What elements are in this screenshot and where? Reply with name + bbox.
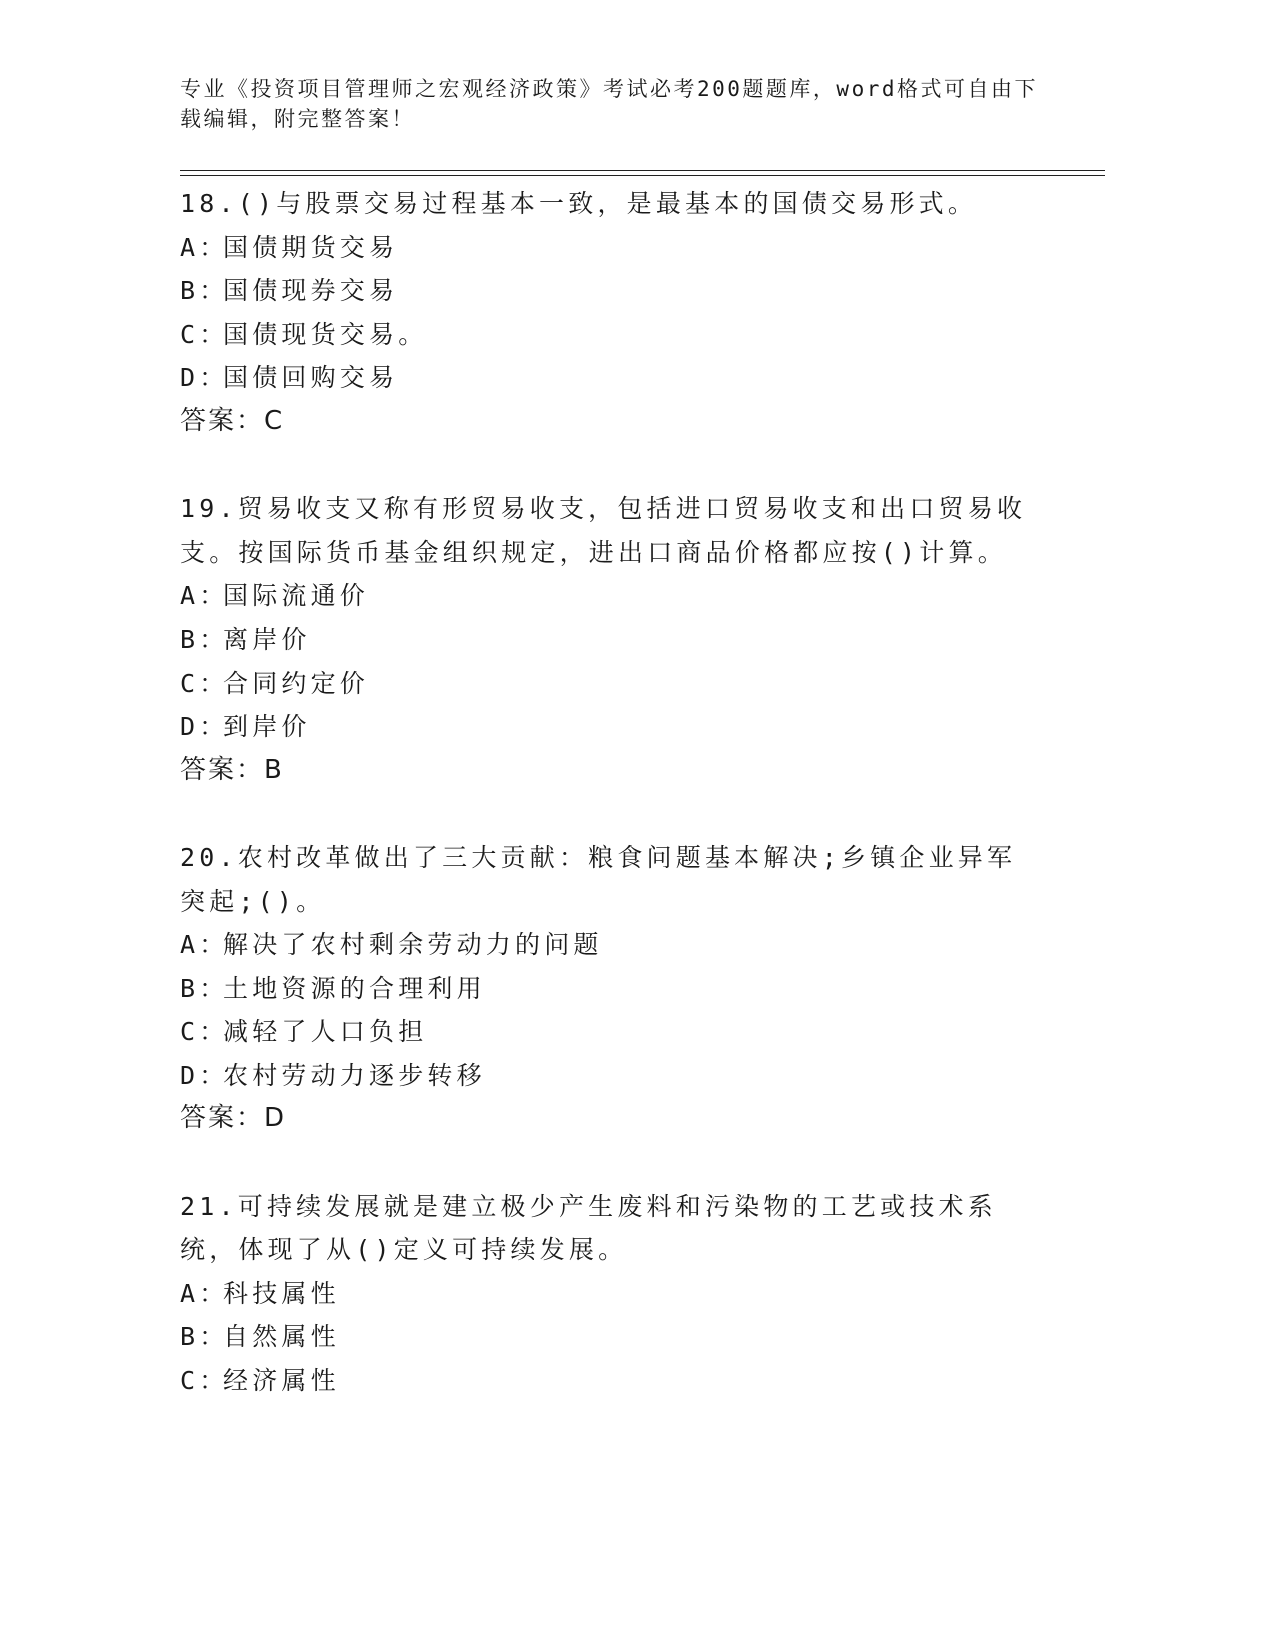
option-c [180,1359,1080,1403]
option-b [180,967,1080,1011]
option-a [180,226,1080,270]
option-key: C： [180,1017,229,1047]
option-text: 农村劳动力逐步转移 [223,1060,486,1090]
question-spacer [180,1141,1080,1185]
option-key: D： [180,1060,229,1090]
option-key: A： [180,581,229,611]
document-header: 专业《投资项目管理师之宏观经济政策》考试必考200题题库，word格式可自由下载编辑，附完整答案！ [180,77,1038,131]
question-19 [180,487,1080,792]
option-text: 科技属性 [223,1278,340,1308]
option-text: 土地资源的合理利用 [223,973,486,1003]
option-key: A： [180,1278,229,1308]
option-key: A： [180,232,229,262]
option-key: B： [180,624,229,654]
option-c [180,662,1080,706]
option-text: 解决了农村剩余劳动力的问题 [223,930,603,960]
option-key: C： [180,1366,229,1396]
option-key: D： [180,363,229,393]
question-list [180,182,1080,1403]
option-c [180,1010,1080,1054]
option-key: D： [180,712,229,742]
answer-line: 答案：D [180,1103,287,1134]
answer-line: 答案：C [180,405,285,436]
question-stem: 21.可持续发展就是建立极少产生废料和污染物的工艺或技术系统，体现了从()定义可持续发展。 [180,1191,997,1265]
option-key: B： [180,973,229,1003]
option-text: 到岸价 [223,712,311,742]
question-spacer [180,444,1080,488]
option-key: C： [180,668,229,698]
option-a [180,574,1080,618]
question-21 [180,1185,1080,1403]
answer-line: 答案：B [180,754,284,785]
option-c [180,313,1080,357]
question-20 [180,836,1080,1141]
option-a [180,1272,1080,1316]
option-d [180,356,1080,400]
option-key: B： [180,276,229,306]
option-key: C： [180,319,229,349]
option-b [180,1315,1080,1359]
option-text: 经济属性 [223,1366,340,1396]
option-d [180,705,1080,749]
option-text: 国际流通价 [223,581,370,611]
option-text: 减轻了人口负担 [223,1017,428,1047]
option-d [180,1054,1080,1098]
option-text: 合同约定价 [223,668,370,698]
option-key: A： [180,930,229,960]
option-text: 国债现券交易 [223,276,399,306]
option-text: 国债现货交易。 [223,319,428,349]
option-a [180,923,1080,967]
question-spacer [180,792,1080,836]
option-text: 离岸价 [223,624,311,654]
question-stem: 20.农村改革做出了三大贡献：粮食问题基本解决;乡镇企业异军突起;()。 [180,842,1017,916]
question-18 [180,182,1080,444]
header-rule-bottom [180,175,1105,176]
option-key: B： [180,1322,229,1352]
question-stem: 18.()与股票交易过程基本一致，是最基本的国债交易形式。 [180,189,978,218]
option-b [180,269,1080,313]
question-stem: 19.贸易收支又称有形贸易收支，包括进口贸易收支和出口贸易收支。按国际货币基金组织规定，进出口商品价格都应按()计算。 [180,494,1027,567]
header-rule-top [180,170,1105,171]
option-text: 自然属性 [223,1322,340,1352]
option-text: 国债期货交易 [223,232,399,262]
option-b [180,618,1080,662]
option-text: 国债回购交易 [223,363,399,393]
